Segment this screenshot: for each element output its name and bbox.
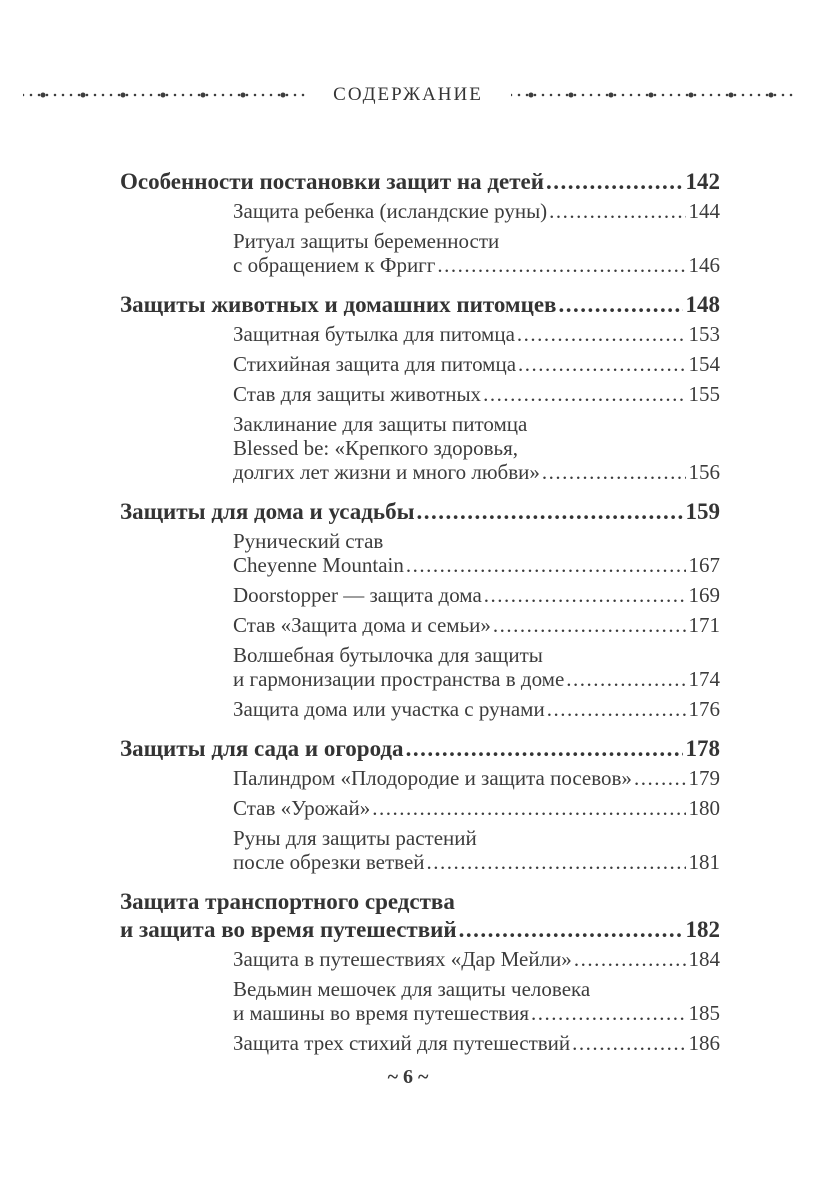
toc-entry-text: Защита дома или участка с рунами xyxy=(233,697,545,721)
toc-entry xyxy=(233,583,720,607)
dot-leader xyxy=(566,667,685,691)
toc-entry-text: Волшебная бутылочка для защиты xyxy=(233,643,543,667)
toc-entry-text: Руны для защиты растений xyxy=(233,826,477,850)
page-number: 156 xyxy=(688,460,720,484)
dot-leader xyxy=(483,382,685,406)
toc-section-heading xyxy=(120,888,720,944)
toc-section-heading-line xyxy=(120,168,720,196)
toc-entry xyxy=(233,947,720,971)
toc-section-heading xyxy=(120,498,720,526)
dot-leader xyxy=(549,199,685,223)
toc-entry-text: Став «Защита дома и семьи» xyxy=(233,613,491,637)
toc-entry-text: Ритуал защиты беременности xyxy=(233,229,500,253)
toc-entry-text: Ведьмин мешочек для защиты человека xyxy=(233,977,591,1001)
dot-leader xyxy=(417,498,683,526)
page-title: СОДЕРЖАНИЕ xyxy=(333,84,483,105)
toc-entry xyxy=(233,643,720,691)
toc-entry-text: Став «Урожай» xyxy=(233,796,371,820)
toc-entry-line xyxy=(233,322,720,346)
toc-entry-line xyxy=(233,352,720,376)
contents-header xyxy=(0,0,816,106)
dot-leader xyxy=(437,253,685,277)
toc-entry-text: с обращением к Фригг xyxy=(233,253,436,277)
toc-entry-line xyxy=(233,583,720,607)
toc-entry-line xyxy=(233,947,720,971)
dot-leader xyxy=(406,553,686,577)
toc-section-heading-text: и защита во время путешествий xyxy=(120,917,457,942)
toc-entry-line xyxy=(233,643,720,667)
dotted-rule-right-icon xyxy=(511,90,793,100)
dot-leader xyxy=(406,735,683,763)
toc-entry-line xyxy=(233,553,720,577)
toc-entry-text: Заклинание для защиты питомца xyxy=(233,412,528,436)
toc-section-heading-text: Защита транспортного средства xyxy=(120,889,455,914)
dot-leader xyxy=(546,168,683,196)
toc-entry-line xyxy=(233,199,720,223)
page-number: 180 xyxy=(688,796,720,820)
toc-entry xyxy=(233,322,720,346)
dot-leader xyxy=(558,291,682,319)
toc-entry xyxy=(233,826,720,874)
toc-entry-line xyxy=(233,826,720,850)
page-number: 155 xyxy=(688,382,720,406)
toc-entry xyxy=(233,977,720,1025)
page-number: 153 xyxy=(688,322,720,346)
toc-entry xyxy=(233,229,720,277)
toc-entry-line xyxy=(233,436,720,460)
dot-leader xyxy=(531,1001,686,1025)
footer-page-number: ~ 6 ~ xyxy=(387,1066,429,1088)
page-number: 182 xyxy=(685,917,720,942)
toc-section-heading-line xyxy=(120,735,720,763)
toc-entry-line xyxy=(233,1001,720,1025)
toc-entry xyxy=(233,697,720,721)
dot-leader xyxy=(572,1031,685,1055)
toc-section-heading-text: Особенности постановки защит на детей xyxy=(120,169,544,194)
toc-entry-text: Палиндром «Плодородие и защита посевов» xyxy=(233,766,632,790)
toc-entry-line xyxy=(233,667,720,691)
dotted-rule-left-icon xyxy=(23,90,305,100)
toc-entry-line xyxy=(233,382,720,406)
toc-section-heading-line xyxy=(120,916,720,944)
page-footer xyxy=(0,1065,816,1089)
toc-entry xyxy=(233,1031,720,1055)
page-number: 176 xyxy=(688,697,720,721)
toc-section-heading xyxy=(120,735,720,763)
toc-entry-line xyxy=(233,229,720,253)
toc-section-heading-text: Защиты для сада и огорода xyxy=(120,736,404,761)
toc-entry-text: Став для защиты животных xyxy=(233,382,482,406)
toc-entry-line xyxy=(233,613,720,637)
toc-section-heading-text: Защиты животных и домашних питомцев xyxy=(120,292,557,317)
page-number: 184 xyxy=(688,947,720,971)
dot-leader xyxy=(574,947,686,971)
dot-leader xyxy=(517,322,686,346)
toc-entry xyxy=(233,382,720,406)
toc-section-heading xyxy=(120,291,720,319)
toc-section-heading xyxy=(120,168,720,196)
toc-entry-text: после обрезки ветвей xyxy=(233,850,425,874)
page-number: 142 xyxy=(685,169,720,194)
toc-entry xyxy=(233,766,720,790)
page-number: 169 xyxy=(688,583,720,607)
page-number: 146 xyxy=(688,253,720,277)
toc-section xyxy=(120,291,720,484)
toc-entry-line xyxy=(233,697,720,721)
toc-entry-text: Cheyenne Mountain xyxy=(233,553,404,577)
toc-entry xyxy=(233,412,720,484)
page-number: 185 xyxy=(688,1001,720,1025)
toc-entry-line xyxy=(233,412,720,436)
toc xyxy=(0,168,816,1055)
page-number: 159 xyxy=(685,499,720,524)
dot-leader xyxy=(518,352,685,376)
dot-leader xyxy=(542,460,686,484)
toc-entry-text: долгих лет жизни и много любви» xyxy=(233,460,540,484)
toc-section-heading-line xyxy=(120,291,720,319)
toc-entry-text: Doorstopper — защита дома xyxy=(233,583,482,607)
dot-leader xyxy=(493,613,686,637)
toc-section xyxy=(120,498,720,721)
toc-entry-text: Защита в путешествиях «Дар Мейли» xyxy=(233,947,572,971)
toc-entry xyxy=(233,613,720,637)
toc-entry-text: Стихийная защита для питомца xyxy=(233,352,517,376)
dot-leader xyxy=(459,916,683,944)
toc-entry-text: и гармонизации пространства в доме xyxy=(233,667,565,691)
toc-entry-line xyxy=(233,1031,720,1055)
toc-entry-line xyxy=(233,253,720,277)
toc-section-heading-text: Защиты для дома и усадьбы xyxy=(120,499,415,524)
toc-entry xyxy=(233,529,720,577)
toc-entry xyxy=(233,796,720,820)
toc-section xyxy=(120,888,720,1055)
toc-entry-line xyxy=(233,766,720,790)
page-number: 171 xyxy=(688,613,720,637)
toc-entry-text: Blessed be: «Крепкого здоровья, xyxy=(233,436,519,460)
page-number: 178 xyxy=(685,736,720,761)
page-number: 186 xyxy=(688,1031,720,1055)
toc-entry-text: Защита ребенка (исландские руны) xyxy=(233,199,548,223)
dot-leader xyxy=(372,796,685,820)
dot-leader xyxy=(427,850,686,874)
toc-entry-text: Защита трех стихий для путешествий xyxy=(233,1031,571,1055)
toc-entry-line xyxy=(233,529,720,553)
page-number: 179 xyxy=(688,766,720,790)
page-number: 154 xyxy=(688,352,720,376)
page-number: 148 xyxy=(685,292,720,317)
toc-entry-text: и машины во время путешествия xyxy=(233,1001,529,1025)
toc-entry-text: Рунический став xyxy=(233,529,384,553)
toc-entry xyxy=(233,352,720,376)
page-number: 167 xyxy=(688,553,720,577)
dot-leader xyxy=(634,766,686,790)
toc-entry-line xyxy=(233,850,720,874)
page-number: 181 xyxy=(688,850,720,874)
toc-section-heading-line xyxy=(120,498,720,526)
toc-entry-line xyxy=(233,460,720,484)
toc-entry-line xyxy=(233,796,720,820)
page-number: 144 xyxy=(688,199,720,223)
toc-entry-text: Защитная бутылка для питомца xyxy=(233,322,515,346)
toc-entry xyxy=(233,199,720,223)
dot-leader xyxy=(547,697,686,721)
page-number: 174 xyxy=(688,667,720,691)
toc-section xyxy=(120,168,720,277)
dot-leader xyxy=(484,583,686,607)
toc-entry-line xyxy=(233,977,720,1001)
toc-section xyxy=(120,735,720,874)
toc-section-heading-line xyxy=(120,888,720,916)
